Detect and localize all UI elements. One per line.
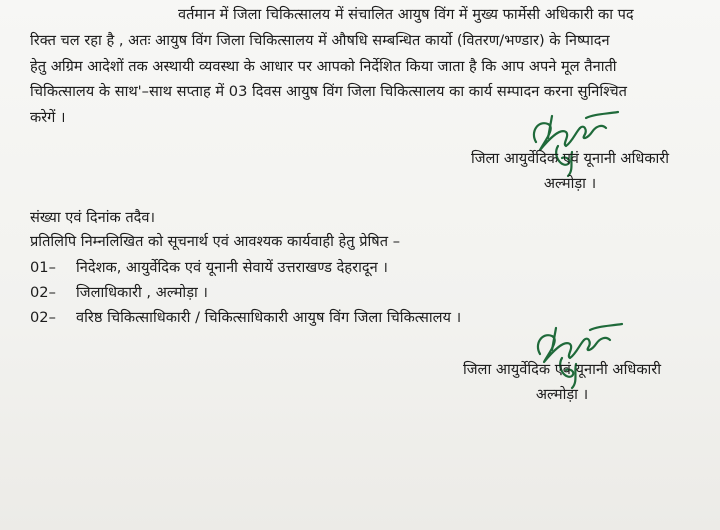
- item-text: निदेशक, आयुर्वेदिक एवं यूनानी सेवायें उत्तराखण्ड देहरादून ।: [76, 259, 388, 276]
- signatory-place: अल्मोड़ा ।: [543, 175, 597, 192]
- body-line: वर्तमान में जिला चिकित्सालय में संचालित आयुष विंग में मुख्य फार्मेसी अधिकारी का पद: [178, 6, 634, 23]
- signatory-designation: जिला आयुर्वेदिक एवं यूनानी अधिकारी: [470, 150, 670, 167]
- signature-block-1: [440, 146, 700, 196]
- item-number: 02–: [30, 284, 56, 301]
- item-text: जिलाधिकारी , अल्मोड़ा ।: [76, 284, 208, 301]
- item-number: 02–: [30, 309, 56, 326]
- item-number: 01–: [30, 259, 56, 276]
- copy-to-heading: प्रतिलिपि निम्नलिखित को सूचनार्थ एवं आवश्यक कार्यवाही हेतु प्रेषित –: [30, 233, 400, 250]
- list-item: [30, 255, 461, 280]
- body-line: चिकित्सालय के साथ'–साथ सप्ताह में 03 दिवस आयुष विंग जिला चिकित्सालय का कार्य सम्पादन करना सुनिश्चित: [30, 83, 627, 101]
- body-line: करेगें ।: [30, 109, 66, 127]
- body-paragraph: [30, 2, 698, 131]
- recipient-list: [30, 255, 461, 330]
- reference-number: संख्या एवं दिनांक तदैव।: [30, 209, 156, 226]
- signatory-designation: जिला आयुर्वेदिक एवं यूनानी अधिकारी: [462, 361, 662, 378]
- list-item: [30, 280, 461, 305]
- signature-block-2: [432, 357, 692, 407]
- list-item: [30, 305, 461, 330]
- body-line: रिक्त चल रहा है , अतः आयुष विंग जिला चिकित्सालय में औषधि सम्बन्धित कार्यो (वितरण/भण्डार) के निष्पादन: [30, 31, 610, 49]
- signatory-place: अल्मोड़ा ।: [535, 386, 589, 403]
- body-line: हेतु अग्रिम आदेशों तक अस्थायी व्यवस्था के आधार पर आपको निर्देशित किया जाता है कि आप अपने मूल तैनाती: [30, 57, 617, 75]
- item-text: वरिष्ठ चिकित्साधिकारी / चिकित्साधिकारी आयुष विंग जिला चिकित्सालय ।: [76, 309, 462, 326]
